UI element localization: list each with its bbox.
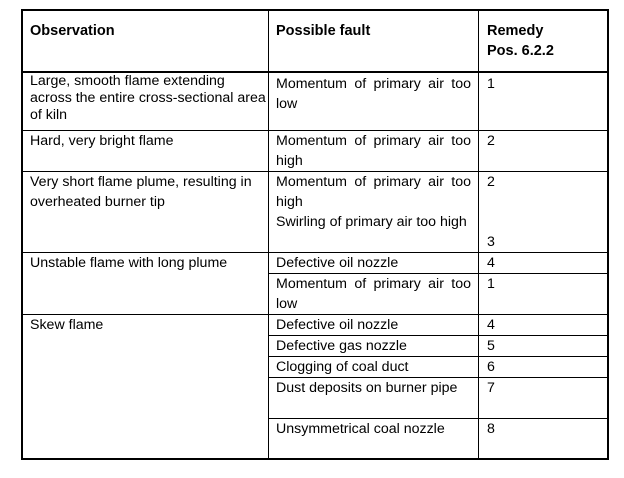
observation-cell: Large, smooth flame extending across the entire cross-sectional area of kiln bbox=[30, 73, 266, 123]
remedy-cell: 4 bbox=[487, 317, 495, 333]
observation-cell: Unstable flame with long plume bbox=[30, 255, 228, 271]
fault-cell: Unsymmetrical coal nozzle bbox=[276, 421, 445, 437]
header-possible-fault: Possible fault bbox=[276, 23, 371, 39]
header-observation: Observation bbox=[30, 23, 115, 39]
remedy-cell: 5 bbox=[487, 338, 495, 354]
observation-cell: Very short flame plume, resulting in overheated burner tip bbox=[30, 174, 252, 210]
fault-cell: Defective gas nozzle bbox=[276, 338, 407, 354]
remedy-cell: 4 bbox=[487, 255, 495, 271]
fault-cell: Momentum of primary air too low bbox=[276, 276, 471, 312]
remedy-cell: 7 bbox=[487, 380, 495, 396]
remedy-cell: 3 bbox=[487, 234, 495, 250]
remedy-cell: 6 bbox=[487, 359, 495, 375]
column-divider bbox=[478, 11, 479, 458]
fault-cell: Momentum of primary air too high bbox=[276, 174, 471, 210]
fault-remedy-table bbox=[21, 9, 609, 460]
observation-cell: Hard, very bright flame bbox=[30, 133, 174, 149]
fault-cell: Momentum of primary air too high bbox=[276, 133, 471, 169]
remedy-cell: 2 bbox=[487, 174, 495, 190]
header-remedy-position: Pos. 6.2.2 bbox=[487, 43, 554, 59]
fault-cell: Swirling of primary air too high bbox=[276, 214, 467, 230]
remedy-cell: 1 bbox=[487, 76, 495, 92]
remedy-cell: 2 bbox=[487, 133, 495, 149]
remedy-cell: 1 bbox=[487, 276, 495, 292]
fault-cell: Defective oil nozzle bbox=[276, 255, 399, 271]
observation-cell: Skew flame bbox=[30, 317, 104, 333]
fault-cell: Dust deposits on burner pipe bbox=[276, 380, 458, 396]
fault-cell: Momentum of primary air too low bbox=[276, 76, 471, 112]
header-remedy: Remedy bbox=[487, 23, 544, 39]
remedy-cell: 8 bbox=[487, 421, 495, 437]
fault-cell: Defective oil nozzle bbox=[276, 317, 399, 333]
fault-cell: Clogging of coal duct bbox=[276, 359, 409, 375]
